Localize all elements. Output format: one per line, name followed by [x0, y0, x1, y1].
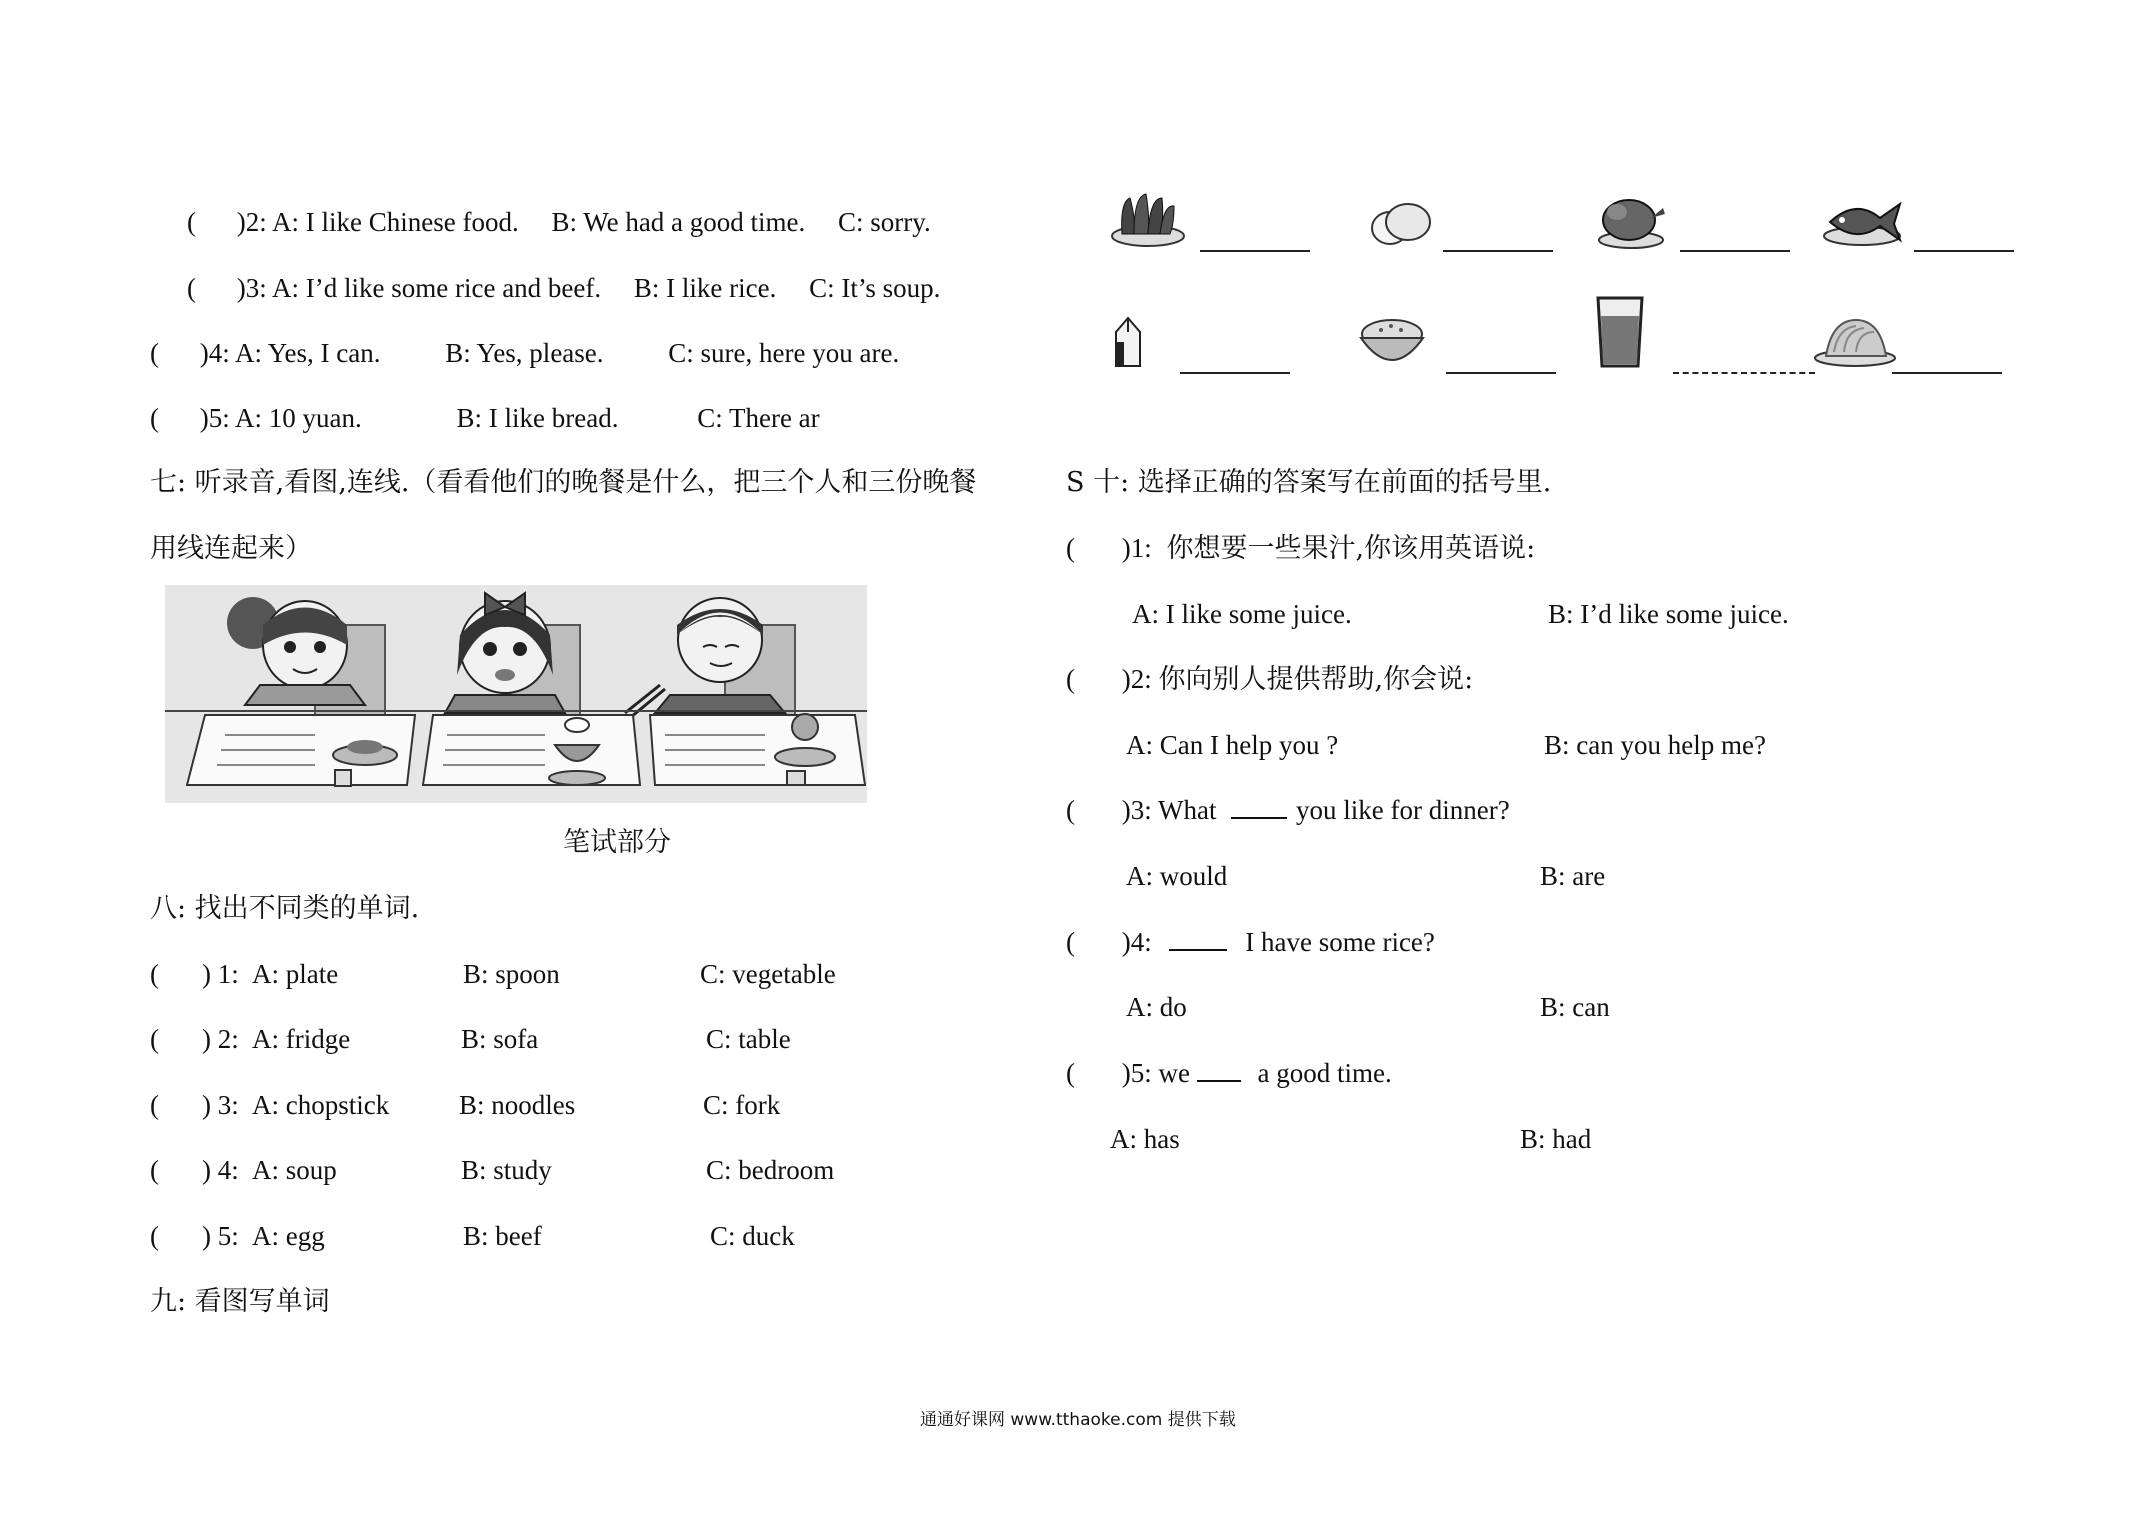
paren-open: (	[150, 1090, 159, 1120]
s8-title: 八: 找出不同类的单词.	[150, 893, 420, 924]
s10-q5-option-b: B: had	[1520, 1124, 1592, 1154]
s10-q2-option-b: B: can you help me?	[1544, 730, 1766, 760]
option-a: A: fridge	[252, 1024, 351, 1054]
option-b: B: study	[461, 1155, 552, 1185]
option-a: A: soup	[252, 1155, 337, 1185]
option-a: A: chopstick	[252, 1090, 390, 1120]
option-a: A: egg	[252, 1221, 325, 1251]
written-part-title: 笔试部分	[563, 827, 671, 858]
glass-of-water-icon	[1594, 294, 1646, 370]
paren-open: (	[1066, 927, 1075, 957]
placemat-1	[187, 715, 415, 786]
question-text: 你向别人提供帮助,你会说:	[1158, 664, 1474, 695]
option-b: B: Yes, please.	[445, 338, 604, 368]
option-b: B: noodles	[459, 1090, 576, 1120]
paren-open: (	[150, 403, 159, 433]
question-number: )5:	[199, 403, 230, 433]
option-b: B: sofa	[461, 1024, 539, 1054]
s10-q3-option-b: B: are	[1540, 861, 1606, 891]
question-number: ) 2:	[202, 1024, 239, 1054]
question-number: ) 3:	[202, 1090, 239, 1120]
option-a: A: 10 yuan.	[235, 403, 362, 433]
option-a: A: I like Chinese food.	[272, 207, 519, 237]
s6-q2	[187, 209, 931, 236]
question-prefix: What	[1158, 795, 1217, 825]
s10-q4	[1066, 929, 1435, 956]
option-c: C: bedroom	[706, 1155, 835, 1185]
paren-open: (	[150, 1024, 159, 1054]
answer-blank[interactable]	[1231, 817, 1287, 819]
paren-open: (	[1066, 533, 1075, 563]
question-number: )3:	[236, 273, 267, 303]
s10-q2-option-a: A: Can I help you ?	[1126, 730, 1339, 760]
option-a: A: plate	[252, 959, 339, 989]
question-number: )1:	[1121, 533, 1152, 563]
option-c: C: sure, here you are.	[668, 338, 900, 368]
s10-q3	[1066, 797, 1510, 824]
question-number: )2:	[236, 207, 267, 237]
answer-blank[interactable]	[1197, 1080, 1241, 1082]
question-suffix: I have some rice?	[1245, 927, 1435, 957]
s10-q1-option-a: A: I like some juice.	[1132, 599, 1352, 629]
paren-open: (	[1066, 1058, 1075, 1088]
s6-q5	[150, 405, 820, 432]
question-number: ) 5:	[202, 1221, 239, 1251]
question-number: )3:	[1121, 795, 1152, 825]
chicken-icon	[1595, 188, 1667, 252]
answer-blank-4[interactable]	[1914, 248, 2014, 252]
milk-carton-icon	[1108, 312, 1148, 370]
noodles-icon	[1812, 312, 1898, 368]
option-b: B: beef	[463, 1221, 542, 1251]
bread-slices-icon	[1368, 200, 1434, 248]
paren-open: (	[1066, 664, 1075, 694]
footer-credit: 通通好课网 www.tthaoke.com 提供下载	[920, 1410, 1236, 1430]
s10-q2	[1066, 666, 1473, 693]
paren-open: (	[150, 338, 159, 368]
option-c: C: fork	[703, 1090, 781, 1120]
s9-title: 九: 看图写单词	[150, 1286, 330, 1317]
question-text: 你想要一些果汁,你该用英语说:	[1166, 533, 1536, 564]
s10-q3-option-a: A: would	[1126, 861, 1228, 891]
vegetables-icon	[1108, 190, 1188, 250]
s10-title: S 十: 选择正确的答案写在前面的括号里.	[1066, 467, 1552, 498]
paren-open: (	[150, 959, 159, 989]
s7-instruction-line1: 七: 听录音,看图,连线.（看看他们的晚餐是什么，把三个人和三份晚餐	[150, 467, 977, 498]
option-c: C: It’s soup.	[809, 273, 941, 303]
question-number: )4:	[199, 338, 230, 368]
answer-blank-6[interactable]	[1446, 370, 1556, 374]
paren-open: (	[187, 273, 196, 303]
s10-q4-option-a: A: do	[1126, 992, 1187, 1022]
question-number: ) 1:	[202, 959, 239, 989]
option-b: B: We had a good time.	[551, 207, 806, 237]
option-b: B: spoon	[463, 959, 560, 989]
question-number: )4:	[1121, 927, 1152, 957]
s6-q4	[150, 340, 899, 367]
question-number: )5:	[1121, 1058, 1152, 1088]
s10-q1-option-b: B: I’d like some juice.	[1548, 599, 1789, 629]
answer-blank-3[interactable]	[1680, 248, 1790, 252]
option-c: C: There ar	[697, 403, 820, 433]
paren-open: (	[150, 1221, 159, 1251]
s10-q4-option-b: B: can	[1540, 992, 1610, 1022]
answer-blank-8[interactable]	[1892, 370, 2002, 374]
option-c: C: vegetable	[700, 959, 836, 989]
answer-blank-7[interactable]	[1673, 370, 1815, 374]
paren-open: (	[187, 207, 196, 237]
rice-bowl-icon	[1355, 312, 1429, 372]
dinner-table-illustration	[165, 585, 867, 803]
s7-instruction-line2: 用线连起来）	[150, 533, 312, 564]
question-suffix: you like for dinner?	[1296, 795, 1510, 825]
answer-blank-1[interactable]	[1200, 248, 1310, 252]
question-number: ) 4:	[202, 1155, 239, 1185]
option-a: A: Yes, I can.	[235, 338, 381, 368]
s10-q1	[1066, 535, 1535, 562]
s10-q5-option-a: A: has	[1110, 1124, 1180, 1154]
option-a: A: I’d like some rice and beef.	[272, 273, 602, 303]
answer-blank[interactable]	[1169, 949, 1227, 951]
answer-blank-2[interactable]	[1443, 248, 1553, 252]
option-c: C: sorry.	[838, 207, 931, 237]
s10-q5	[1066, 1060, 1392, 1087]
option-c: C: duck	[710, 1221, 795, 1251]
question-number: )2:	[1121, 664, 1152, 694]
option-b: B: I like bread.	[456, 403, 619, 433]
placemat-3	[650, 714, 865, 785]
option-c: C: table	[706, 1024, 791, 1054]
question-prefix: we	[1158, 1058, 1190, 1088]
s6-q3	[187, 275, 940, 302]
placemat-2	[423, 715, 640, 785]
option-b: B: I like rice.	[633, 273, 777, 303]
paren-open: (	[150, 1155, 159, 1185]
paren-open: (	[1066, 795, 1075, 825]
answer-blank-5[interactable]	[1180, 370, 1290, 374]
fish-icon	[1820, 192, 1904, 248]
question-suffix: a good time.	[1257, 1058, 1392, 1088]
